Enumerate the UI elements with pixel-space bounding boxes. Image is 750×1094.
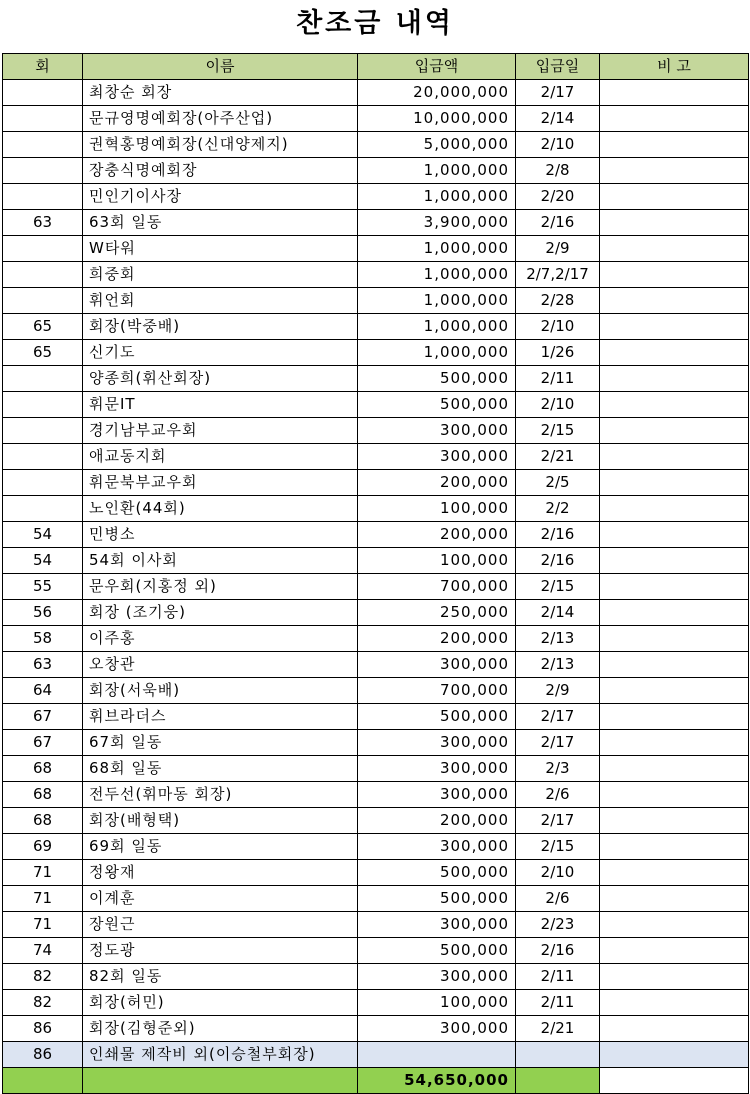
round-cell: 71 bbox=[3, 860, 83, 886]
name-cell: 회장(배형택) bbox=[83, 808, 358, 834]
round-cell bbox=[3, 158, 83, 184]
note-cell bbox=[600, 574, 749, 600]
note-cell bbox=[600, 756, 749, 782]
amount-cell: 300,000 bbox=[358, 964, 516, 990]
name-cell: 82회 일동 bbox=[83, 964, 358, 990]
round-cell bbox=[3, 132, 83, 158]
name-cell: 67회 일동 bbox=[83, 730, 358, 756]
table-row bbox=[3, 392, 749, 418]
round-cell bbox=[3, 470, 83, 496]
date-cell: 2/3 bbox=[516, 756, 600, 782]
table-row bbox=[3, 548, 749, 574]
amount-cell: 500,000 bbox=[358, 860, 516, 886]
table-row bbox=[3, 444, 749, 470]
name-cell: 회장 (조기웅) bbox=[83, 600, 358, 626]
table-row bbox=[3, 522, 749, 548]
round-cell: 74 bbox=[3, 938, 83, 964]
table-row bbox=[3, 366, 749, 392]
round-cell: 65 bbox=[3, 314, 83, 340]
name-cell: 68회 일동 bbox=[83, 756, 358, 782]
note-cell bbox=[600, 392, 749, 418]
name-cell bbox=[83, 1068, 358, 1094]
date-cell: 2/10 bbox=[516, 314, 600, 340]
table-row bbox=[3, 1016, 749, 1042]
table-row bbox=[3, 626, 749, 652]
amount-cell: 1,000,000 bbox=[358, 236, 516, 262]
amount-cell: 3,900,000 bbox=[358, 210, 516, 236]
date-cell: 2/13 bbox=[516, 626, 600, 652]
table-row bbox=[3, 808, 749, 834]
date-cell: 2/15 bbox=[516, 834, 600, 860]
amount-cell: 200,000 bbox=[358, 626, 516, 652]
round-cell bbox=[3, 106, 83, 132]
amount-cell: 1,000,000 bbox=[358, 340, 516, 366]
donation-table bbox=[2, 53, 749, 1094]
date-cell: 2/21 bbox=[516, 444, 600, 470]
amount-cell: 500,000 bbox=[358, 886, 516, 912]
amount-cell: 500,000 bbox=[358, 704, 516, 730]
note-cell bbox=[600, 210, 749, 236]
date-cell: 2/20 bbox=[516, 184, 600, 210]
round-cell bbox=[3, 366, 83, 392]
name-cell: 신기도 bbox=[83, 340, 358, 366]
header-name: 이름 bbox=[83, 54, 358, 80]
note-cell bbox=[600, 1068, 749, 1094]
date-cell: 2/6 bbox=[516, 782, 600, 808]
round-cell: 56 bbox=[3, 600, 83, 626]
date-cell: 2/16 bbox=[516, 938, 600, 964]
date-cell bbox=[516, 1068, 600, 1094]
round-cell: 69 bbox=[3, 834, 83, 860]
note-cell bbox=[600, 236, 749, 262]
round-cell: 68 bbox=[3, 808, 83, 834]
amount-cell: 300,000 bbox=[358, 756, 516, 782]
round-cell: 71 bbox=[3, 912, 83, 938]
table-row bbox=[3, 912, 749, 938]
table-row bbox=[3, 678, 749, 704]
name-cell: 문규영명예회장(아주산업) bbox=[83, 106, 358, 132]
note-cell bbox=[600, 1042, 749, 1068]
note-cell bbox=[600, 418, 749, 444]
table-row bbox=[3, 990, 749, 1016]
date-cell: 2/6 bbox=[516, 886, 600, 912]
amount-cell: 300,000 bbox=[358, 444, 516, 470]
name-cell: 양종희(휘산회장) bbox=[83, 366, 358, 392]
round-cell: 64 bbox=[3, 678, 83, 704]
note-cell bbox=[600, 886, 749, 912]
note-cell bbox=[600, 678, 749, 704]
in-kind-row bbox=[3, 1042, 749, 1068]
round-cell: 86 bbox=[3, 1042, 83, 1068]
round-cell bbox=[3, 1068, 83, 1094]
name-cell: 전두선(휘마동 회장) bbox=[83, 782, 358, 808]
round-cell: 54 bbox=[3, 522, 83, 548]
header-date: 입금일 bbox=[516, 54, 600, 80]
amount-cell: 20,000,000 bbox=[358, 80, 516, 106]
note-cell bbox=[600, 652, 749, 678]
round-cell: 63 bbox=[3, 210, 83, 236]
round-cell: 67 bbox=[3, 730, 83, 756]
round-cell bbox=[3, 392, 83, 418]
note-cell bbox=[600, 990, 749, 1016]
round-cell: 68 bbox=[3, 756, 83, 782]
name-cell: 오창관 bbox=[83, 652, 358, 678]
date-cell: 2/5 bbox=[516, 470, 600, 496]
table-row bbox=[3, 600, 749, 626]
round-cell bbox=[3, 262, 83, 288]
table-row bbox=[3, 730, 749, 756]
name-cell: 희중회 bbox=[83, 262, 358, 288]
date-cell: 2/28 bbox=[516, 288, 600, 314]
name-cell: 노인환(44회) bbox=[83, 496, 358, 522]
note-cell bbox=[600, 340, 749, 366]
table-row bbox=[3, 262, 749, 288]
amount-cell: 300,000 bbox=[358, 1016, 516, 1042]
date-cell: 2/11 bbox=[516, 964, 600, 990]
amount-cell: 100,000 bbox=[358, 496, 516, 522]
name-cell: 정왕재 bbox=[83, 860, 358, 886]
amount-cell: 1,000,000 bbox=[358, 314, 516, 340]
amount-cell: 700,000 bbox=[358, 678, 516, 704]
name-cell: 이계훈 bbox=[83, 886, 358, 912]
amount-cell: 100,000 bbox=[358, 990, 516, 1016]
amount-cell: 200,000 bbox=[358, 808, 516, 834]
date-cell: 2/17 bbox=[516, 808, 600, 834]
header-amount: 입금액 bbox=[358, 54, 516, 80]
table-row bbox=[3, 106, 749, 132]
round-cell: 82 bbox=[3, 964, 83, 990]
table-row bbox=[3, 236, 749, 262]
table-row bbox=[3, 652, 749, 678]
note-cell bbox=[600, 184, 749, 210]
date-cell: 2/9 bbox=[516, 236, 600, 262]
date-cell: 2/10 bbox=[516, 392, 600, 418]
amount-cell: 200,000 bbox=[358, 470, 516, 496]
amount-cell: 10,000,000 bbox=[358, 106, 516, 132]
note-cell bbox=[600, 730, 749, 756]
date-cell: 1/26 bbox=[516, 340, 600, 366]
page-title: 찬조금 내역 bbox=[296, 8, 454, 39]
table-row bbox=[3, 574, 749, 600]
amount-cell: 300,000 bbox=[358, 730, 516, 756]
round-cell: 55 bbox=[3, 574, 83, 600]
note-cell bbox=[600, 808, 749, 834]
round-cell: 58 bbox=[3, 626, 83, 652]
round-cell bbox=[3, 496, 83, 522]
note-cell bbox=[600, 366, 749, 392]
amount-cell: 500,000 bbox=[358, 392, 516, 418]
date-cell: 2/15 bbox=[516, 418, 600, 444]
name-cell: 63회 일동 bbox=[83, 210, 358, 236]
name-cell: 권혁홍명예회장(신대양제지) bbox=[83, 132, 358, 158]
date-cell: 2/15 bbox=[516, 574, 600, 600]
round-cell bbox=[3, 80, 83, 106]
name-cell: 인쇄물 제작비 외(이승철부회장) bbox=[83, 1042, 358, 1068]
name-cell: 휘문북부교우회 bbox=[83, 470, 358, 496]
date-cell: 2/16 bbox=[516, 210, 600, 236]
name-cell: 휘브라더스 bbox=[83, 704, 358, 730]
table-row bbox=[3, 132, 749, 158]
note-cell bbox=[600, 704, 749, 730]
table-row bbox=[3, 860, 749, 886]
note-cell bbox=[600, 470, 749, 496]
amount-cell bbox=[358, 1042, 516, 1068]
amount-cell: 200,000 bbox=[358, 522, 516, 548]
table-row bbox=[3, 158, 749, 184]
date-cell: 2/11 bbox=[516, 366, 600, 392]
date-cell: 2/17 bbox=[516, 80, 600, 106]
name-cell: 회장(허민) bbox=[83, 990, 358, 1016]
date-cell: 2/14 bbox=[516, 106, 600, 132]
name-cell: 회장(김형준외) bbox=[83, 1016, 358, 1042]
name-cell: 장충식명예회장 bbox=[83, 158, 358, 184]
table-row bbox=[3, 470, 749, 496]
date-cell: 2/8 bbox=[516, 158, 600, 184]
amount-cell: 100,000 bbox=[358, 548, 516, 574]
table-row bbox=[3, 964, 749, 990]
amount-cell: 1,000,000 bbox=[358, 288, 516, 314]
name-cell: W타워 bbox=[83, 236, 358, 262]
date-cell: 2/10 bbox=[516, 860, 600, 886]
name-cell: 민병소 bbox=[83, 522, 358, 548]
name-cell: 정도광 bbox=[83, 938, 358, 964]
date-cell: 2/14 bbox=[516, 600, 600, 626]
round-cell: 63 bbox=[3, 652, 83, 678]
note-cell bbox=[600, 444, 749, 470]
amount-cell: 54,650,000 bbox=[358, 1068, 516, 1094]
name-cell: 휘언회 bbox=[83, 288, 358, 314]
table-row bbox=[3, 704, 749, 730]
header-note: 비 고 bbox=[600, 54, 749, 80]
amount-cell: 500,000 bbox=[358, 938, 516, 964]
note-cell bbox=[600, 522, 749, 548]
note-cell bbox=[600, 782, 749, 808]
name-cell: 장원근 bbox=[83, 912, 358, 938]
table-row bbox=[3, 314, 749, 340]
date-cell: 2/2 bbox=[516, 496, 600, 522]
note-cell bbox=[600, 80, 749, 106]
round-cell: 54 bbox=[3, 548, 83, 574]
name-cell: 최창순 회장 bbox=[83, 80, 358, 106]
amount-cell: 300,000 bbox=[358, 652, 516, 678]
name-cell: 54회 이사회 bbox=[83, 548, 358, 574]
date-cell: 2/11 bbox=[516, 990, 600, 1016]
note-cell bbox=[600, 964, 749, 990]
amount-cell: 700,000 bbox=[358, 574, 516, 600]
amount-cell: 300,000 bbox=[358, 782, 516, 808]
name-cell: 애교동지회 bbox=[83, 444, 358, 470]
table-row bbox=[3, 288, 749, 314]
table-row bbox=[3, 886, 749, 912]
date-cell: 2/17 bbox=[516, 704, 600, 730]
note-cell bbox=[600, 626, 749, 652]
name-cell: 이주홍 bbox=[83, 626, 358, 652]
note-cell bbox=[600, 496, 749, 522]
name-cell: 경기남부교우회 bbox=[83, 418, 358, 444]
table-row bbox=[3, 210, 749, 236]
name-cell: 회장(서욱배) bbox=[83, 678, 358, 704]
note-cell bbox=[600, 600, 749, 626]
note-cell bbox=[600, 158, 749, 184]
table-header-row bbox=[3, 54, 749, 80]
round-cell bbox=[3, 288, 83, 314]
date-cell: 2/16 bbox=[516, 522, 600, 548]
note-cell bbox=[600, 548, 749, 574]
round-cell bbox=[3, 236, 83, 262]
note-cell bbox=[600, 262, 749, 288]
amount-cell: 300,000 bbox=[358, 834, 516, 860]
note-cell bbox=[600, 860, 749, 886]
date-cell: 2/7,2/17 bbox=[516, 262, 600, 288]
note-cell bbox=[600, 314, 749, 340]
date-cell: 2/10 bbox=[516, 132, 600, 158]
amount-cell: 250,000 bbox=[358, 600, 516, 626]
note-cell bbox=[600, 938, 749, 964]
table-row bbox=[3, 782, 749, 808]
name-cell: 문우회(지홍정 외) bbox=[83, 574, 358, 600]
table-row bbox=[3, 834, 749, 860]
round-cell bbox=[3, 418, 83, 444]
table-row bbox=[3, 496, 749, 522]
header-round: 회 bbox=[3, 54, 83, 80]
round-cell: 86 bbox=[3, 1016, 83, 1042]
note-cell bbox=[600, 1016, 749, 1042]
date-cell: 2/13 bbox=[516, 652, 600, 678]
round-cell: 65 bbox=[3, 340, 83, 366]
table-row bbox=[3, 418, 749, 444]
note-cell bbox=[600, 106, 749, 132]
note-cell bbox=[600, 834, 749, 860]
date-cell: 2/9 bbox=[516, 678, 600, 704]
amount-cell: 500,000 bbox=[358, 366, 516, 392]
name-cell: 69회 일동 bbox=[83, 834, 358, 860]
total-row bbox=[3, 1068, 749, 1094]
table-row bbox=[3, 938, 749, 964]
note-cell bbox=[600, 132, 749, 158]
round-cell: 82 bbox=[3, 990, 83, 1016]
amount-cell: 5,000,000 bbox=[358, 132, 516, 158]
note-cell bbox=[600, 912, 749, 938]
round-cell bbox=[3, 184, 83, 210]
name-cell: 휘문IT bbox=[83, 392, 358, 418]
round-cell: 67 bbox=[3, 704, 83, 730]
name-cell: 민인기이사장 bbox=[83, 184, 358, 210]
table-row bbox=[3, 184, 749, 210]
round-cell bbox=[3, 444, 83, 470]
amount-cell: 1,000,000 bbox=[358, 262, 516, 288]
amount-cell: 300,000 bbox=[358, 418, 516, 444]
amount-cell: 1,000,000 bbox=[358, 184, 516, 210]
date-cell bbox=[516, 1042, 600, 1068]
table-row bbox=[3, 756, 749, 782]
date-cell: 2/17 bbox=[516, 730, 600, 756]
amount-cell: 300,000 bbox=[358, 912, 516, 938]
date-cell: 2/16 bbox=[516, 548, 600, 574]
note-cell bbox=[600, 288, 749, 314]
date-cell: 2/21 bbox=[516, 1016, 600, 1042]
table-row bbox=[3, 80, 749, 106]
round-cell: 68 bbox=[3, 782, 83, 808]
round-cell: 71 bbox=[3, 886, 83, 912]
name-cell: 회장(박중배) bbox=[83, 314, 358, 340]
amount-cell: 1,000,000 bbox=[358, 158, 516, 184]
table-row bbox=[3, 340, 749, 366]
date-cell: 2/23 bbox=[516, 912, 600, 938]
